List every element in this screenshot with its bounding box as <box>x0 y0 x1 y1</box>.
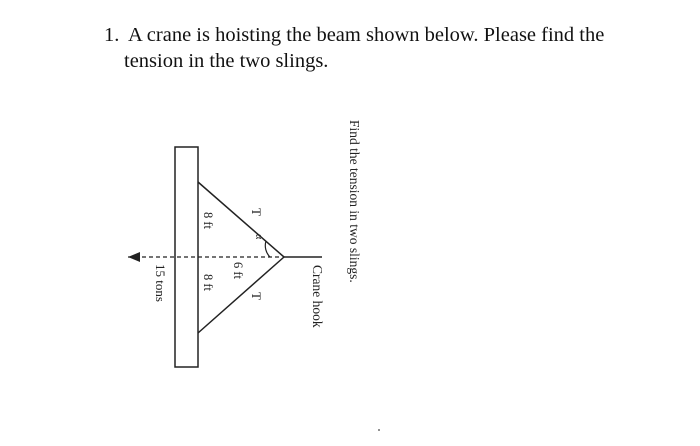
angle-label: α <box>253 234 264 240</box>
half-span-right-label: 8 ft <box>201 274 215 292</box>
problem-text-line-1: A crane is hoisting the beam shown below. Please find the <box>128 24 605 46</box>
problem-number: 1. <box>104 24 120 46</box>
figure-caption: Find the tension in two slings. <box>347 120 362 283</box>
height-label: 6 ft <box>231 262 245 280</box>
problem-text-line-2: tension in the two slings. <box>124 50 329 72</box>
half-span-left-label: 8 ft <box>201 212 215 230</box>
load-label: 15 tons <box>153 264 168 302</box>
tension-label-right: T <box>249 292 264 300</box>
tension-label-left: T <box>249 208 264 216</box>
crane-hook-label: Crane hook <box>310 265 325 328</box>
weight-arrow-head <box>128 252 140 262</box>
scan-speck <box>378 429 380 431</box>
